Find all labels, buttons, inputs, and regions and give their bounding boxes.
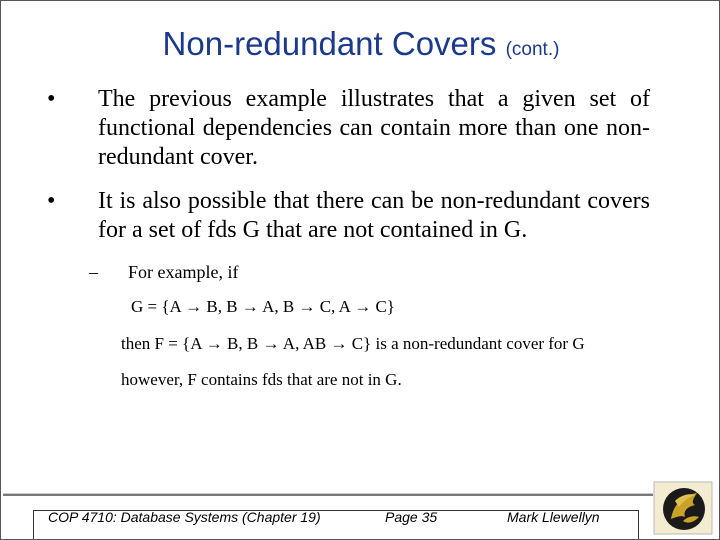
sub-bullet-text: For example, if — [128, 262, 239, 282]
title-suffix: (cont.) — [505, 39, 560, 60]
title-main: Non-redundant Covers — [162, 25, 497, 62]
ucf-pegasus-logo-icon — [653, 481, 715, 537]
slide-title — [1, 25, 720, 63]
bullet-marker-1: • — [47, 86, 56, 112]
however-line: however, F contains fds that are not in G. — [121, 370, 402, 389]
footer-page: Page 35 — [385, 509, 438, 525]
bullet-text-2: It is also possible that there can be non-redundant covers for a set of fds G that are not contained in G. — [98, 188, 650, 243]
g-fd-set: G = {A → B, B → A, B → C, A → C} — [131, 297, 395, 316]
footer-author: Mark Llewellyn — [507, 509, 600, 525]
footer-course: COP 4710: Database Systems (Chapter 19) — [48, 509, 321, 525]
bullet-text-1: The previous example illustrates that a given set of functional dependencies can contain more than one non-redundant cover. — [98, 86, 650, 170]
footer — [1, 493, 720, 540]
bullet-marker-2: • — [47, 188, 56, 214]
sub-bullet-marker: – — [89, 262, 98, 282]
f-cover-line: then F = {A → B, B → A, AB → C} is a non-redundant cover for G — [121, 334, 585, 353]
